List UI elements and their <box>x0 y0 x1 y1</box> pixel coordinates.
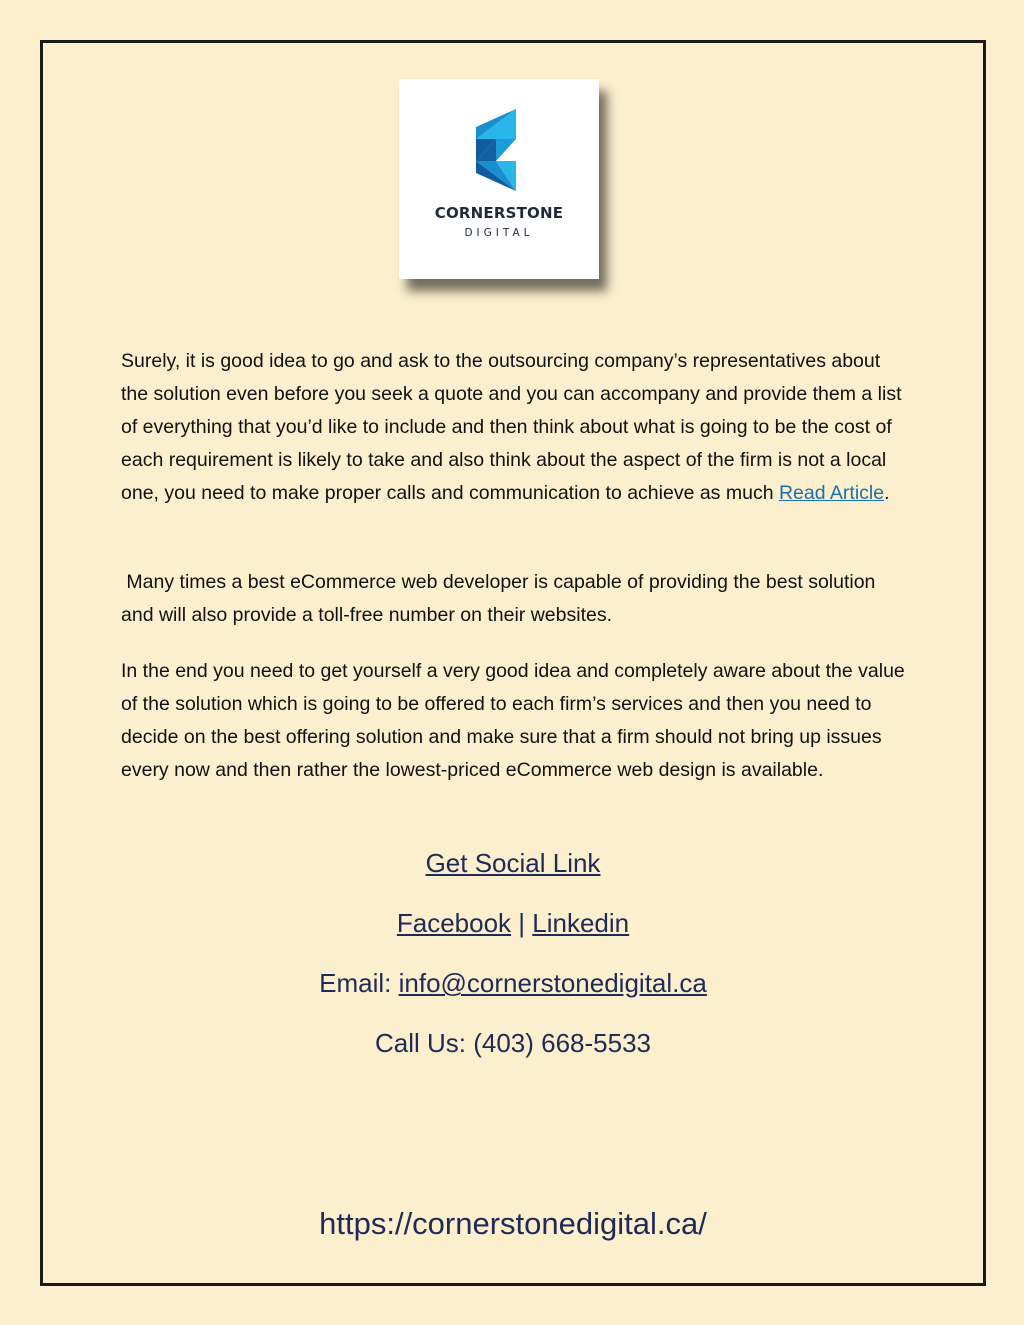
phone-line: Call Us: (403) 668-5533 <box>374 1028 652 1058</box>
email-line <box>40 966 986 1000</box>
facebook-link[interactable]: Facebook <box>396 908 512 938</box>
website-url[interactable]: https://cornerstonedigital.ca/ <box>319 1206 707 1241</box>
logo-company-subtitle: DIGITAL <box>464 227 534 239</box>
email-label: Email: <box>319 968 399 998</box>
company-logo <box>399 79 599 279</box>
social-separator: | <box>511 908 533 938</box>
paragraph-ecommerce-developer: Many times a best eCommerce web developer is capable of providing the best solution and will also provide a toll-free number on their websites. <box>121 571 881 626</box>
paragraph-conclusion: In the end you need to get yourself a very good idea and completely aware about the value of the solution which is going to be offered to each firm’s services and then you need to decide on the best offering solution and make sure that a firm should not bring up issues every now and then rather the lowest-priced eCommerce web design is available. <box>121 660 905 781</box>
get-social-link[interactable]: Get Social Link <box>425 848 601 878</box>
paragraph-outsourcing <box>121 345 911 510</box>
linkedin-link[interactable]: Linkedin <box>532 908 630 938</box>
email-link[interactable]: info@cornerstonedigital.ca <box>398 968 707 998</box>
cornerstone-logo-icon <box>472 109 524 191</box>
social-links-line <box>40 906 986 940</box>
logo-company-name: CORNERSTONE <box>434 204 564 222</box>
social-heading-line <box>40 846 986 880</box>
paragraph-outsourcing-text: Surely, it is good idea to go and ask to the outsourcing company’s representatives about the solution even before you seek a quote and you can accompany and provide them a list of everything that you’d like to include and then think about what is going to be the cost of each requirement is likely to take and also think about the aspect of the firm is not a local one, you need to make proper calls and communication to achieve as much <box>121 350 902 504</box>
read-article-link[interactable]: Read Article <box>778 482 885 504</box>
paragraph-outsourcing-end: . <box>884 482 890 504</box>
